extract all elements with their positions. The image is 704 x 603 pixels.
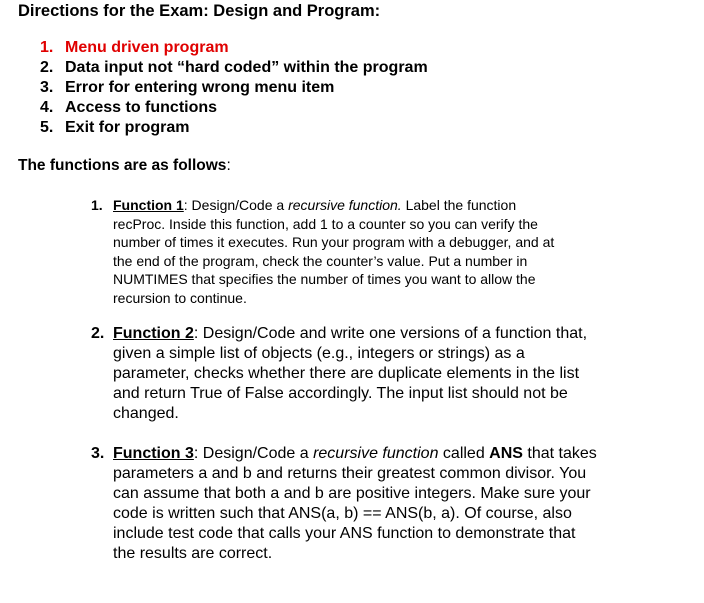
requirement-item xyxy=(40,58,428,78)
requirement-item xyxy=(40,118,428,138)
function-1-name: Function 1 xyxy=(113,197,184,213)
requirement-number: 5. xyxy=(40,119,54,136)
function-1-line: the end of the program, check the counter’s value. Put a number in xyxy=(113,252,528,269)
function-3-text: called xyxy=(438,445,490,462)
requirement-item xyxy=(40,78,428,98)
function-1-text: : Design/Code a xyxy=(183,197,289,213)
requirement-text: Data input not “hard coded” within the program xyxy=(65,59,428,76)
function-2-line xyxy=(113,324,651,344)
page-title: Directions for the Exam: Design and Program: xyxy=(18,2,381,20)
function-2-name: Function 2 xyxy=(113,325,194,342)
requirement-text: Exit for program xyxy=(65,119,190,136)
function-1-body xyxy=(113,196,651,307)
function-3-item xyxy=(91,444,671,564)
function-1-text: Label the function xyxy=(401,197,517,213)
function-1-emphasis: recursive function. xyxy=(288,197,402,213)
function-2-line: and return True of False accordingly. The input list should not be xyxy=(113,385,568,402)
function-3-line: can assume that both a and b are positive integers. Make sure your xyxy=(113,485,591,502)
function-number: 2. xyxy=(91,325,105,342)
requirement-text: Access to functions xyxy=(65,99,218,116)
function-2-text: : Design/Code and write one versions of a function that, xyxy=(193,325,588,342)
function-1-line: recursion to continue. xyxy=(113,289,247,306)
requirement-number: 3. xyxy=(40,79,54,96)
requirement-item xyxy=(40,38,428,58)
functions-heading-colon: : xyxy=(226,157,231,174)
function-3-line xyxy=(113,444,671,464)
function-2-line: parameter, checks whether there are duplicate elements in the list xyxy=(113,365,580,382)
function-3-text: that takes xyxy=(522,445,597,462)
function-3-emphasis: recursive function xyxy=(313,445,439,462)
function-2-item xyxy=(91,324,651,424)
requirements-list xyxy=(40,38,428,138)
function-number: 3. xyxy=(91,445,105,462)
function-3-ans-name: ANS xyxy=(489,445,523,462)
requirement-number: 4. xyxy=(40,99,54,116)
function-2-body xyxy=(113,324,651,424)
function-3-line: code is written such that ANS(a, b) == ANS(b, a). Of course, also xyxy=(113,505,572,522)
function-3-line: parameters a and b and returns their greatest common divisor. You xyxy=(113,465,587,482)
function-1-line: NUMTIMES that specifies the number of times you want to allow the xyxy=(113,271,536,287)
function-1-line: number of times it executes. Run your program with a debugger, and at xyxy=(113,234,555,250)
function-3-body xyxy=(113,444,671,564)
function-3-name: Function 3 xyxy=(113,445,194,462)
function-2-line: changed. xyxy=(113,405,179,422)
function-2-line: given a simple list of objects (e.g., integers or strings) as a xyxy=(113,345,525,362)
function-3-line: the results are correct. xyxy=(113,545,273,562)
function-1-line xyxy=(113,196,651,215)
requirement-text: Menu driven program xyxy=(65,39,229,56)
requirement-item xyxy=(40,98,428,118)
function-number: 1. xyxy=(91,197,103,213)
functions-heading-bold: The functions are as follows xyxy=(18,157,227,174)
functions-heading xyxy=(18,156,231,176)
function-1-line: recProc. Inside this function, add 1 to a counter so you can verify the xyxy=(113,215,538,232)
function-3-text: : Design/Code a xyxy=(193,445,314,462)
requirement-number: 1. xyxy=(40,39,54,56)
requirement-number: 2. xyxy=(40,59,54,76)
requirement-text: Error for entering wrong menu item xyxy=(65,79,335,96)
function-1-item xyxy=(91,196,651,307)
function-3-line: include test code that calls your ANS function to demonstrate that xyxy=(113,525,576,542)
